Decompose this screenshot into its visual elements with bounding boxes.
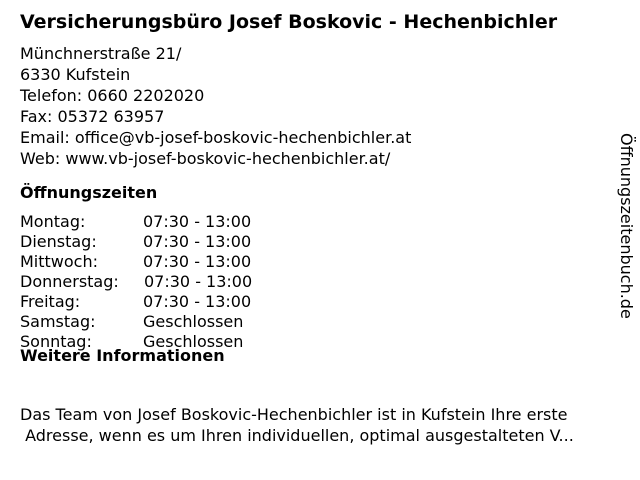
- hours-time: 07:30 - 13:00: [143, 232, 252, 251]
- hours-time: 07:30 - 13:00: [144, 272, 253, 291]
- business-title: Versicherungsbüro Josef Boskovic - Hechenbichler: [20, 11, 558, 33]
- hours-day: Freitag:: [20, 292, 81, 311]
- email-address: Email: office@vb-josef-boskovic-hechenbichler.at: [20, 128, 412, 147]
- more-info-heading: Weitere Informationen: [20, 346, 225, 365]
- hours-row-thursday: [20, 272, 320, 292]
- hours-row-friday: [20, 292, 320, 312]
- hours-time: 07:30 - 13:00: [143, 292, 252, 311]
- opening-hours-table: [20, 212, 320, 352]
- hours-time: 07:30 - 13:00: [143, 252, 252, 271]
- contact-block: [20, 43, 411, 169]
- site-watermark: Öffnungszeitenbuch.de: [617, 133, 636, 319]
- hours-day: Donnerstag:: [20, 272, 119, 291]
- hours-time: Geschlossen: [143, 332, 244, 351]
- business-description: [20, 404, 625, 446]
- hours-day: Dienstag:: [20, 232, 97, 251]
- hours-row-saturday: [20, 312, 320, 332]
- website-url: Web: www.vb-josef-boskovic-hechenbichler.at/: [20, 149, 391, 168]
- hours-day: Sonntag:: [20, 332, 92, 351]
- address-city: 6330 Kufstein: [20, 65, 131, 84]
- hours-row-monday: [20, 212, 320, 232]
- opening-hours-heading: Öffnungszeiten: [20, 183, 158, 202]
- hours-row-wednesday: [20, 252, 320, 272]
- description-line: Das Team von Josef Boskovic-Hechenbichler ist in Kufstein Ihre erste: [20, 405, 568, 424]
- phone-number: Telefon: 0660 2202020: [20, 86, 205, 105]
- hours-row-tuesday: [20, 232, 320, 252]
- hours-day: Montag:: [20, 212, 86, 231]
- hours-time: Geschlossen: [143, 312, 244, 331]
- fax-number: Fax: 05372 63957: [20, 107, 165, 126]
- hours-day: Samstag:: [20, 312, 96, 331]
- description-line: Adresse, wenn es um Ihren individuellen, optimal ausgestalteten V...: [20, 426, 574, 445]
- hours-day: Mittwoch:: [20, 252, 98, 271]
- address-street: Münchnerstraße 21/: [20, 44, 182, 63]
- hours-time: 07:30 - 13:00: [143, 212, 252, 231]
